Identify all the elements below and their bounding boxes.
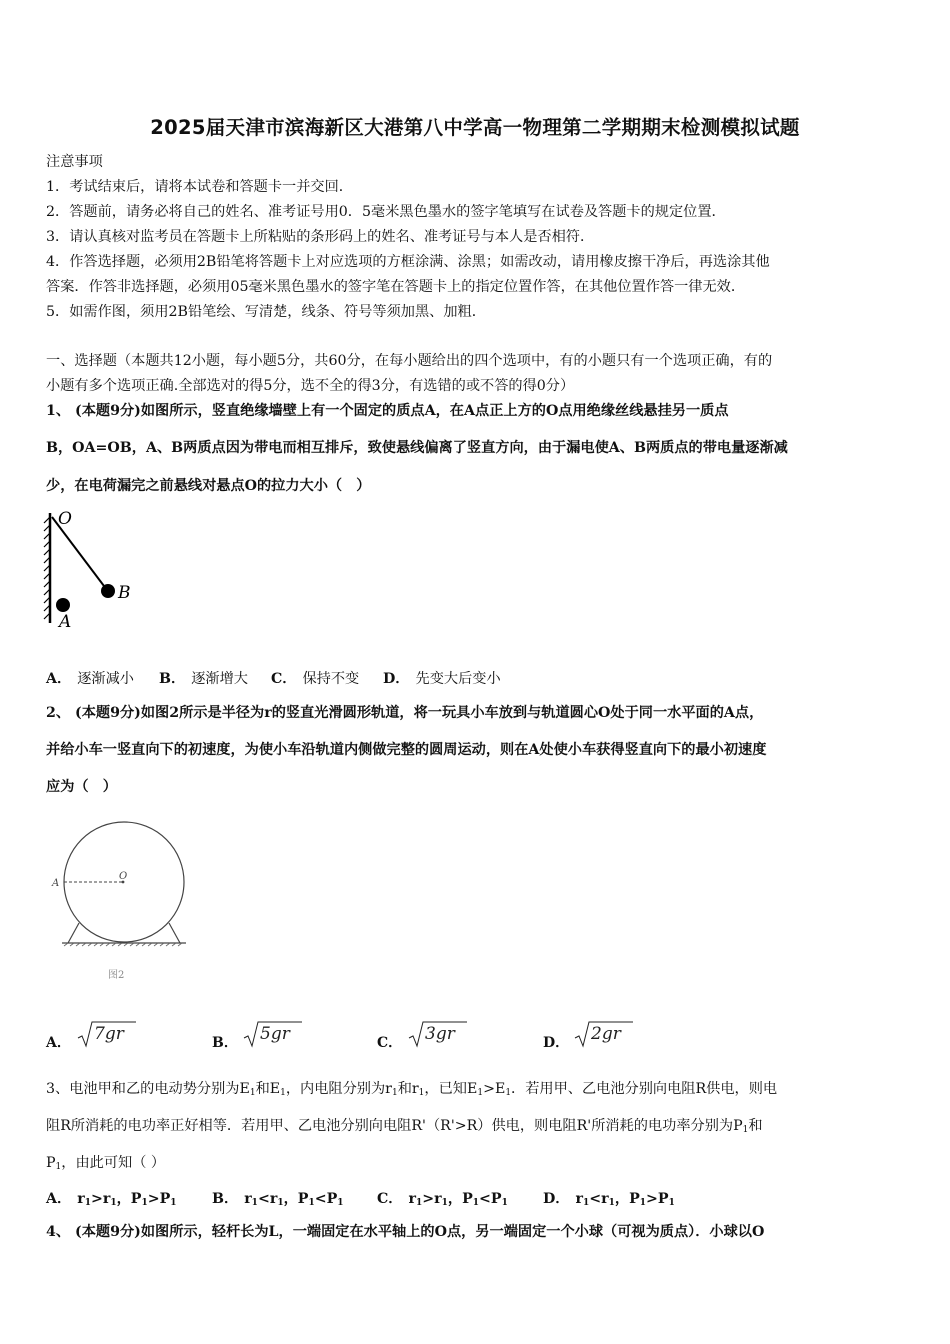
q2-caption: 图2	[108, 970, 125, 981]
notice-item: 3．请认真核对监考员在答题卡上所粘贴的条形码上的姓名、准考证号与本人是否相符．	[46, 229, 595, 245]
q1-text: 1、 (本题9分)如图所示，竖直绝缘墙壁上有一个固定的质点A，在A点正上方的O点用绝缘丝线悬挂另一质点	[46, 403, 729, 419]
q3-text: $P_1$，由此可知（ ）	[46, 1155, 166, 1172]
notice-item: 5．如需作图，须用2B铅笔绘、写清楚，线条、符号等须加黑、加粗．	[46, 304, 486, 320]
q2-label-a: A	[52, 878, 60, 889]
q1-label-o: O	[58, 509, 72, 529]
q3-option-c[interactable]: C． $r_1>r_1$，$P_1<P_1$	[377, 1191, 508, 1208]
svg-text:2gr: 2gr	[591, 1024, 621, 1044]
q1-label-a: A	[59, 612, 72, 632]
q1-text: 少，在电荷漏完之前悬线对悬点O的拉力大小（ ）	[46, 478, 371, 494]
q2-figure	[44, 815, 194, 985]
q2-text: 2、 (本题9分)如图2所示是半径为r的竖直光滑圆形轨道，将一玩具小车放到与轨道圆心O处于同一水平面的A点，	[46, 705, 764, 721]
q3-option-a[interactable]: A． $r_1>r_1$，$P_1>P_1$	[46, 1191, 177, 1208]
notice-item: 1．考试结束后，请将本试卷和答题卡一并交回．	[46, 179, 353, 195]
q1-option-b[interactable]: B． 逐渐增大	[159, 671, 248, 687]
svg-text:5gr: 5gr	[260, 1024, 290, 1044]
q2-text: 应为（ ）	[46, 779, 117, 795]
svg-text:3gr: 3gr	[425, 1024, 455, 1044]
q4-text: 4、 (本题9分)如图所示，轻杆长为L，一端固定在水平轴上的O点，另一端固定一个小球（可视为质点）．小球以O	[46, 1224, 765, 1240]
q3-text: 3、电池甲和乙的电动势分别为$E_1$和$E_1$，内电阻分别为$r_1$和$r_1$，已知$E_1>E_1$．若用甲、乙电池分别向电阻R供电，则电	[46, 1081, 778, 1098]
notice-item: 4．作答选择题，必须用2B铅笔将答题卡上对应选项的方框涂满、涂黑；如需改动，请用橡皮擦干净后，再选涂其他	[46, 254, 770, 270]
notice-heading: 注意事项	[46, 154, 103, 170]
exam-page: 2025届天津市滨海新区大港第八中学高一物理第二学期期末检测模拟试题 注意事项 1．考试结束后，请将本试卷和答题卡一并交回． 2．答题前，请务必将自己的姓名、准考证号用0．5毫米黑色墨水的签字笔填写在试卷及答题卡的规定位置． 3．请认真核对监考员在答题卡上所粘贴的条形码上的姓名、准考证号与本人是否相符． 4．作答选择题，必须用2B铅笔将答题卡上对应选项的方框涂满、涂黑；如需改动，请用橡皮擦干净后，再选涂其他 答案．作答非选择题，必须用05毫米黑色墨水的签字笔在答题卡上的指定位置作答，在其他位置作答一律无效． 5．如需作图，须用2B铅笔绘、写清楚，线条、符号等须加黑、加粗． 一、选择题（本题共12小题，每小题5分，共60分，在每小题给出的四个选项中，有的小题只有一个选项正确，有的 小题有多个选项正确.全部选对的得5分，选不全的得3分，有选错的或不答的得0分） 1、 (本题9分)如图所示，竖直绝缘墙壁上有一个固定的质点A，在A点正上方的O点用绝缘丝线悬挂另一质点 B，OA=OB，A、B两质点因为带电而相互排斥，致使悬线偏离了竖直方向，由于漏电使A、B两质点的带电量逐渐减 少，在电荷漏完之前悬线对悬点O的拉力大小（ ） O B A A． 逐渐减小 B． 逐渐增大 C． 保持不变 D． 先变大后变小 2、 (本题9分)如图2所示是半径为r的竖直光滑圆形轨道，将一玩具小车放到与轨道圆心O处于同一水平面的A点， 并给小车一竖直向下的初速度，为使小车沿轨道内侧做完整的圆周运动，则在A处使小车获得竖直向下的最小初速度 应为（ ） A O 图2 A． 7gr B． 5gr C． 3gr D． 2gr 3、电池甲和乙的电动势分别为$E_1$和$E_1$，内电阻分别为$r_1$和$r_1$，已知$E_1>E_1$．若用甲、乙电池分别向电阻R供电，则电 阻R所消耗的电功率正好相等．若用甲、乙电池分别向电阻R'（R'>R）供电，则电阻R'所消耗的电功率分别为$P_1$和 $P_1$，由此可知（ ） A． $r_1>r_1$，$P_1>P_1$ B． $r_1<r_1$，$P_1<P_1$ C． $r_1>r_1$，$P_1<P_1$ D． $r_1<r_1$，$P_1>P_1$ 4、 (本题9分)如图所示，轻杆长为L，一端固定在水平轴上的O点，另一端固定一个小球（可视为质点）．小球以O	[0, 0, 950, 1344]
q3-option-d[interactable]: D． $r_1<r_1$，$P_1>P_1$	[543, 1191, 675, 1208]
q2-text: 并给小车一竖直向下的初速度，为使小车沿轨道内侧做完整的圆周运动，则在A处使小车获得竖直向下的最小初速度	[46, 742, 767, 758]
q1-label-b: B	[118, 583, 131, 603]
q3-text: 阻R所消耗的电功率正好相等．若用甲、乙电池分别向电阻R'（R'>R）供电，则电阻R'所消耗的电功率分别为$P_1$和	[46, 1118, 763, 1135]
q2-label-o: O	[119, 871, 128, 882]
q1-option-a[interactable]: A． 逐渐减小	[46, 671, 134, 687]
q1-figure	[40, 505, 150, 635]
page-title: 2025届天津市滨海新区大港第八中学高一物理第二学期期末检测模拟试题	[150, 116, 800, 139]
section-heading: 一、选择题（本题共12小题，每小题5分，共60分，在每小题给出的四个选项中，有的小题只有一个选项正确，有的	[46, 353, 773, 369]
q1-text: B，OA=OB，A、B两质点因为带电而相互排斥，致使悬线偏离了竖直方向，由于漏电使A、B两质点的带电量逐渐减	[46, 440, 788, 456]
q1-option-d[interactable]: D． 先变大后变小	[383, 671, 501, 687]
svg-text:7gr: 7gr	[94, 1024, 124, 1044]
q3-option-b[interactable]: B． $r_1<r_1$，$P_1<P_1$	[212, 1191, 344, 1208]
notice-item: 2．答题前，请务必将自己的姓名、准考证号用0．5毫米黑色墨水的签字笔填写在试卷及答题卡的规定位置．	[46, 204, 726, 220]
q1-option-c[interactable]: C． 保持不变	[271, 671, 360, 687]
notice-item: 答案．作答非选择题，必须用05毫米黑色墨水的签字笔在答题卡上的指定位置作答，在其他位置作答一律无效．	[46, 279, 746, 295]
section-heading-cont: 小题有多个选项正确.全部选对的得5分，选不全的得3分，有选错的或不答的得0分）	[46, 378, 575, 394]
